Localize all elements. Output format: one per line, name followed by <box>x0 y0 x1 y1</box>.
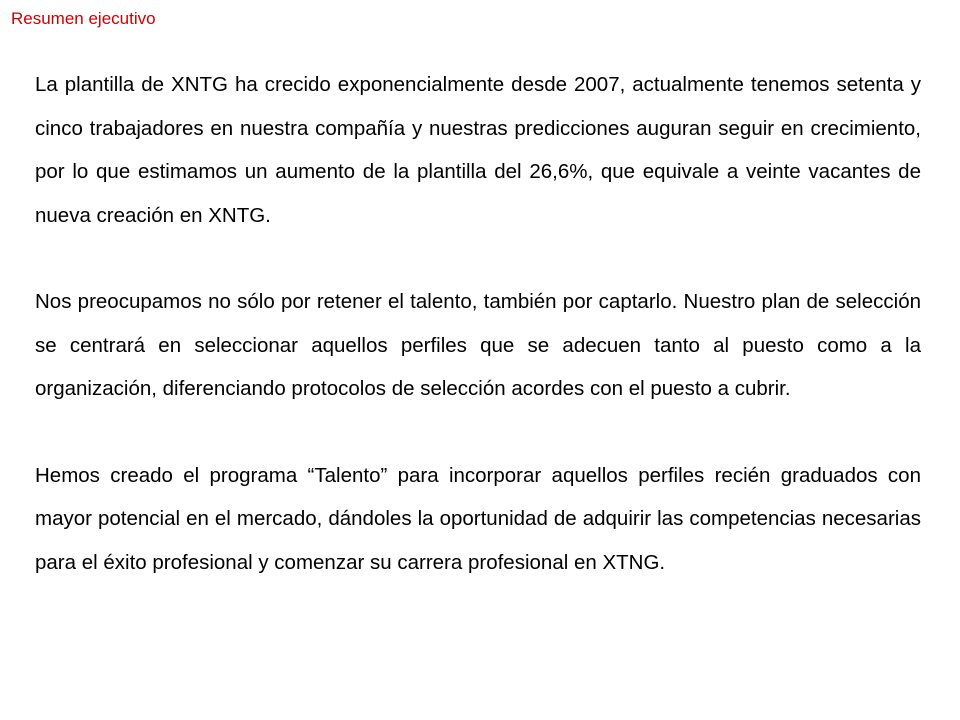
paragraph-talent-selection: Nos preocupamos no sólo por retener el talento, también por captarlo. Nuestro plan de selección se centrará en seleccionar aquellos perfiles que se adecuen tanto al puesto como a la organización, diferenciando protocolos de selección acordes con el puesto a cubrir. <box>35 290 921 400</box>
paragraph-workforce-growth: La plantilla de XNTG ha crecido exponencialmente desde 2007, actualmente tenemos setenta y cinco trabajadores en nuestra compañía y nuestras predicciones auguran seguir en crecimiento, por lo que estimamos un aumento de la plantilla del 26,6%, que equivale a veinte vacantes de nueva creación en XNTG. <box>35 73 921 227</box>
slide-title: Resumen ejecutivo <box>11 9 156 28</box>
body-text <box>35 63 921 627</box>
paragraph-talent-program: Hemos creado el programa “Talento” para incorporar aquellos perfiles recién graduados con mayor potencial en el mercado, dándoles la oportunidad de adquirir las competencias necesarias para el éxito profesional y comenzar su carrera profesional en XTNG. <box>35 463 921 574</box>
